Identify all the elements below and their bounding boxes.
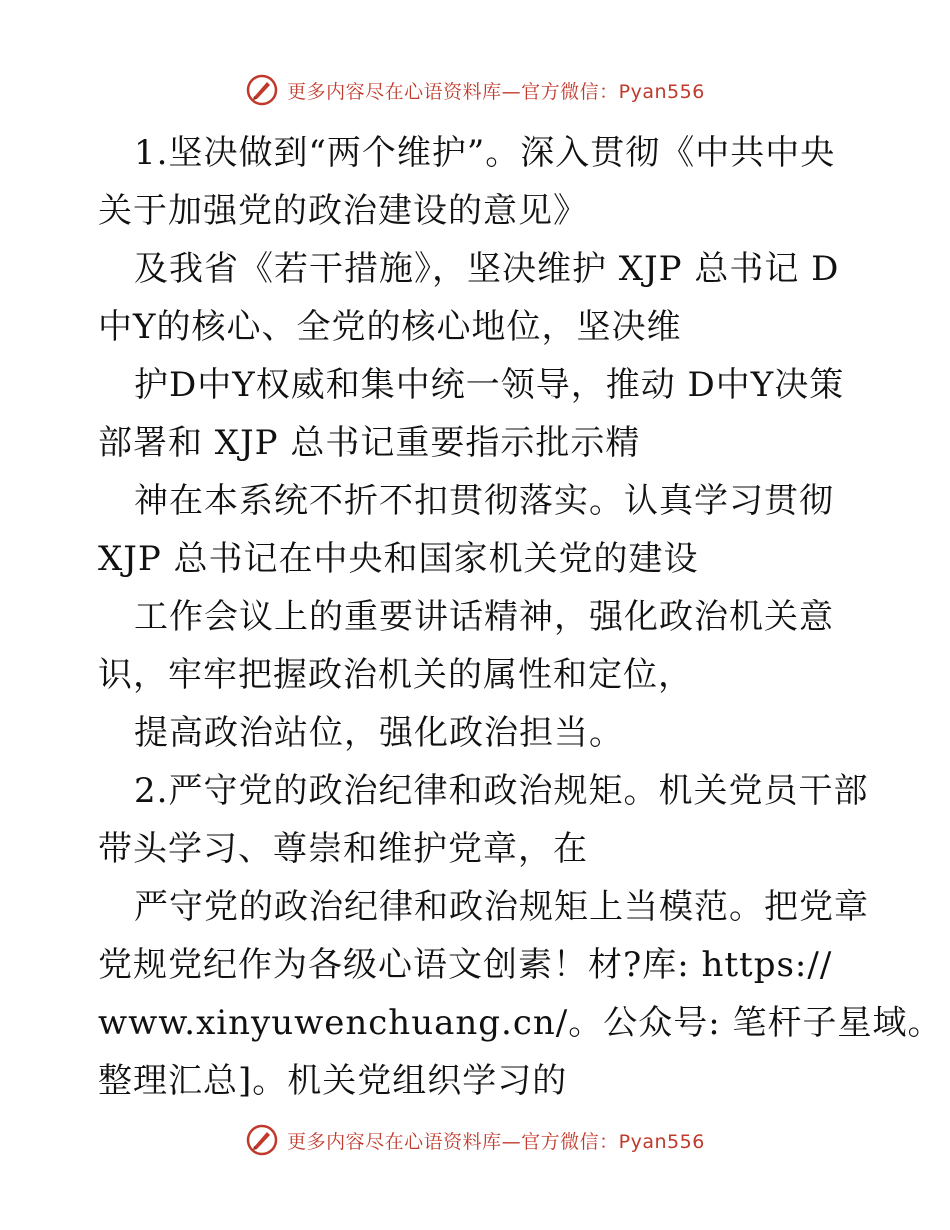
text-line: 带头学习、尊崇和维护党章，在 (98, 829, 588, 869)
text-line: 2.严守党的政治纪律和政治规矩。机关党员干部 (134, 771, 869, 811)
text-line: 1.坚决做到“两个维护”。深入贯彻《中共中央 (134, 133, 836, 173)
text-line: 中Y的核心、全党的核心地位，坚决维 (98, 307, 682, 347)
text-line: 党规党纪作为各级心语文创素！材?库: https:// (98, 945, 833, 985)
text-line: 识，牢牢把握政治机关的属性和定位， (98, 655, 693, 695)
text-line: 关于加强党的政治建设的意见》 (98, 191, 588, 231)
text-line: XJP 总书记在中央和国家机关党的建设 (98, 539, 699, 579)
text-line: 整理汇总]。机关党组织学习的 (98, 1061, 568, 1101)
header-watermark-banner (0, 70, 950, 110)
text-line: 工作会议上的重要讲话精神，强化政治机关意 (134, 597, 834, 637)
text-line: 严守党的政治纪律和政治规矩上当模范。把党章 (134, 887, 869, 927)
text-line: 提高政治站位，强化政治担当。 (134, 713, 624, 753)
text-line: 护D中Y权威和集中统一领导，推动 D中Y决策 (134, 365, 845, 405)
watermark-text: 更多内容尽在心语资料库—官方微信：Pyan556 (287, 80, 705, 103)
text-line: 及我省《若干措施》，坚决维护 XJP 总书记 D (134, 249, 840, 289)
logo-icon (245, 1123, 279, 1157)
text-line: www.xinyuwenchuang.cn/。公众号: 笔杆子星域。 (98, 1003, 943, 1043)
document-body (98, 124, 943, 1110)
watermark-text: 更多内容尽在心语资料库—官方微信：Pyan556 (287, 1130, 705, 1153)
text-line: 神在本系统不折不扣贯彻落实。认真学习贯彻 (134, 481, 834, 521)
footer-watermark-banner (0, 1120, 950, 1160)
text-line: 部署和 XJP 总书记重要指示批示精 (98, 423, 641, 463)
logo-icon (245, 73, 279, 107)
